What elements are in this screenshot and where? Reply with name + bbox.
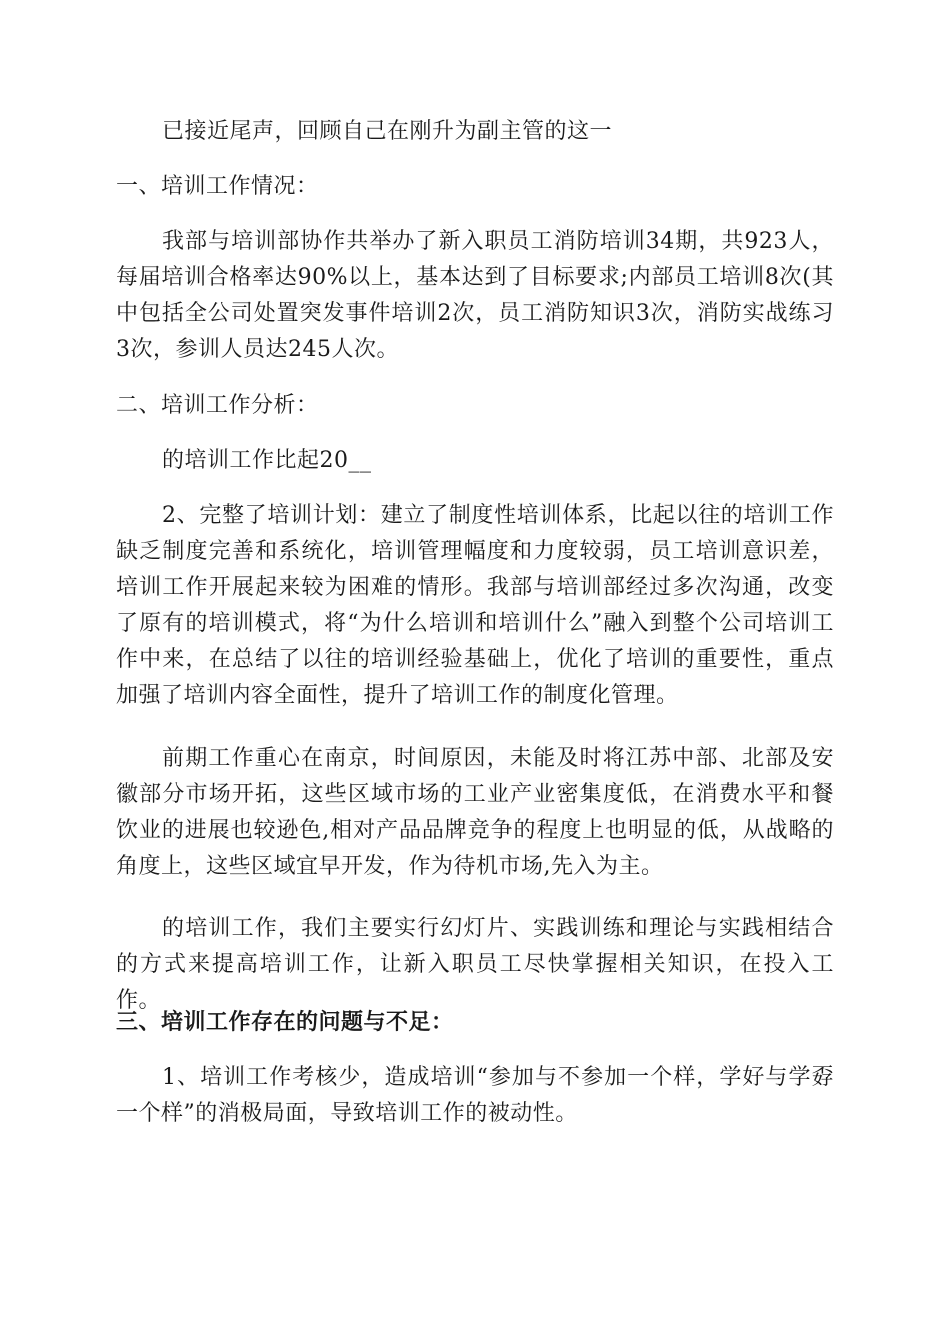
training-method-paragraph: 的培训工作，我们主要实行幻灯片、实践训练和理论与实践相结合的方式来提高培训工作，让新入职员工尽快掌握相关知识，在投入工作。 <box>116 916 834 1013</box>
section-heading-3: 三、培训工作存在的问题与不足： <box>116 1009 454 1035</box>
analysis-intro-paragraph: 的培训工作比起20__ <box>162 448 372 473</box>
intro-paragraph: 已接近尾声，回顾自己在刚升为副主管的这一 <box>162 119 613 144</box>
problems-paragraph: 1、培训工作考核少，造成培训“参加与不参加一个样，学好与学孬一个样”的消极局面，导致培训工作的被动性。 <box>116 1065 834 1126</box>
training-plan-paragraph: 2、完整了培训计划：建立了制度性培训体系，比起以往的培训工作缺乏制度完善和系统化，培训管理幅度和力度较弱，员工培训意识差，培训工作开展起来较为困难的情形。我部与培训部经过多次沟通，改变了原有的培训模式，将“为什么培训和培训什么”融入到整个公司培训工作中来，在总结了以往的培训经验基础上，优化了培训的重要性，重点加强了培训内容全面性，提升了培训工作的制度化管理。 <box>116 503 834 708</box>
training-situation-paragraph: 我部与培训部协作共举办了新入职员工消防培训34期，共923人，每届培训合格率达90%以上，基本达到了目标要求;内部员工培训8次(其中包括全公司处置突发事件培训2次，员工消防知识3次，消防实战练习3次，参训人员达245人次。 <box>116 229 834 362</box>
section-heading-1: 一、培训工作情况： <box>116 174 319 199</box>
market-paragraph: 前期工作重心在南京，时间原因，未能及时将江苏中部、北部及安徽部分市场开拓，这些区域市场的工业产业密集度低，在消费水平和餐饮业的进展也较逊色,相对产品品牌竞争的程度上也明显的低，从战略的角度上，这些区域宜早开发，作为待机市场,先入为主。 <box>116 746 834 879</box>
section-heading-2: 二、培训工作分析： <box>116 393 319 418</box>
